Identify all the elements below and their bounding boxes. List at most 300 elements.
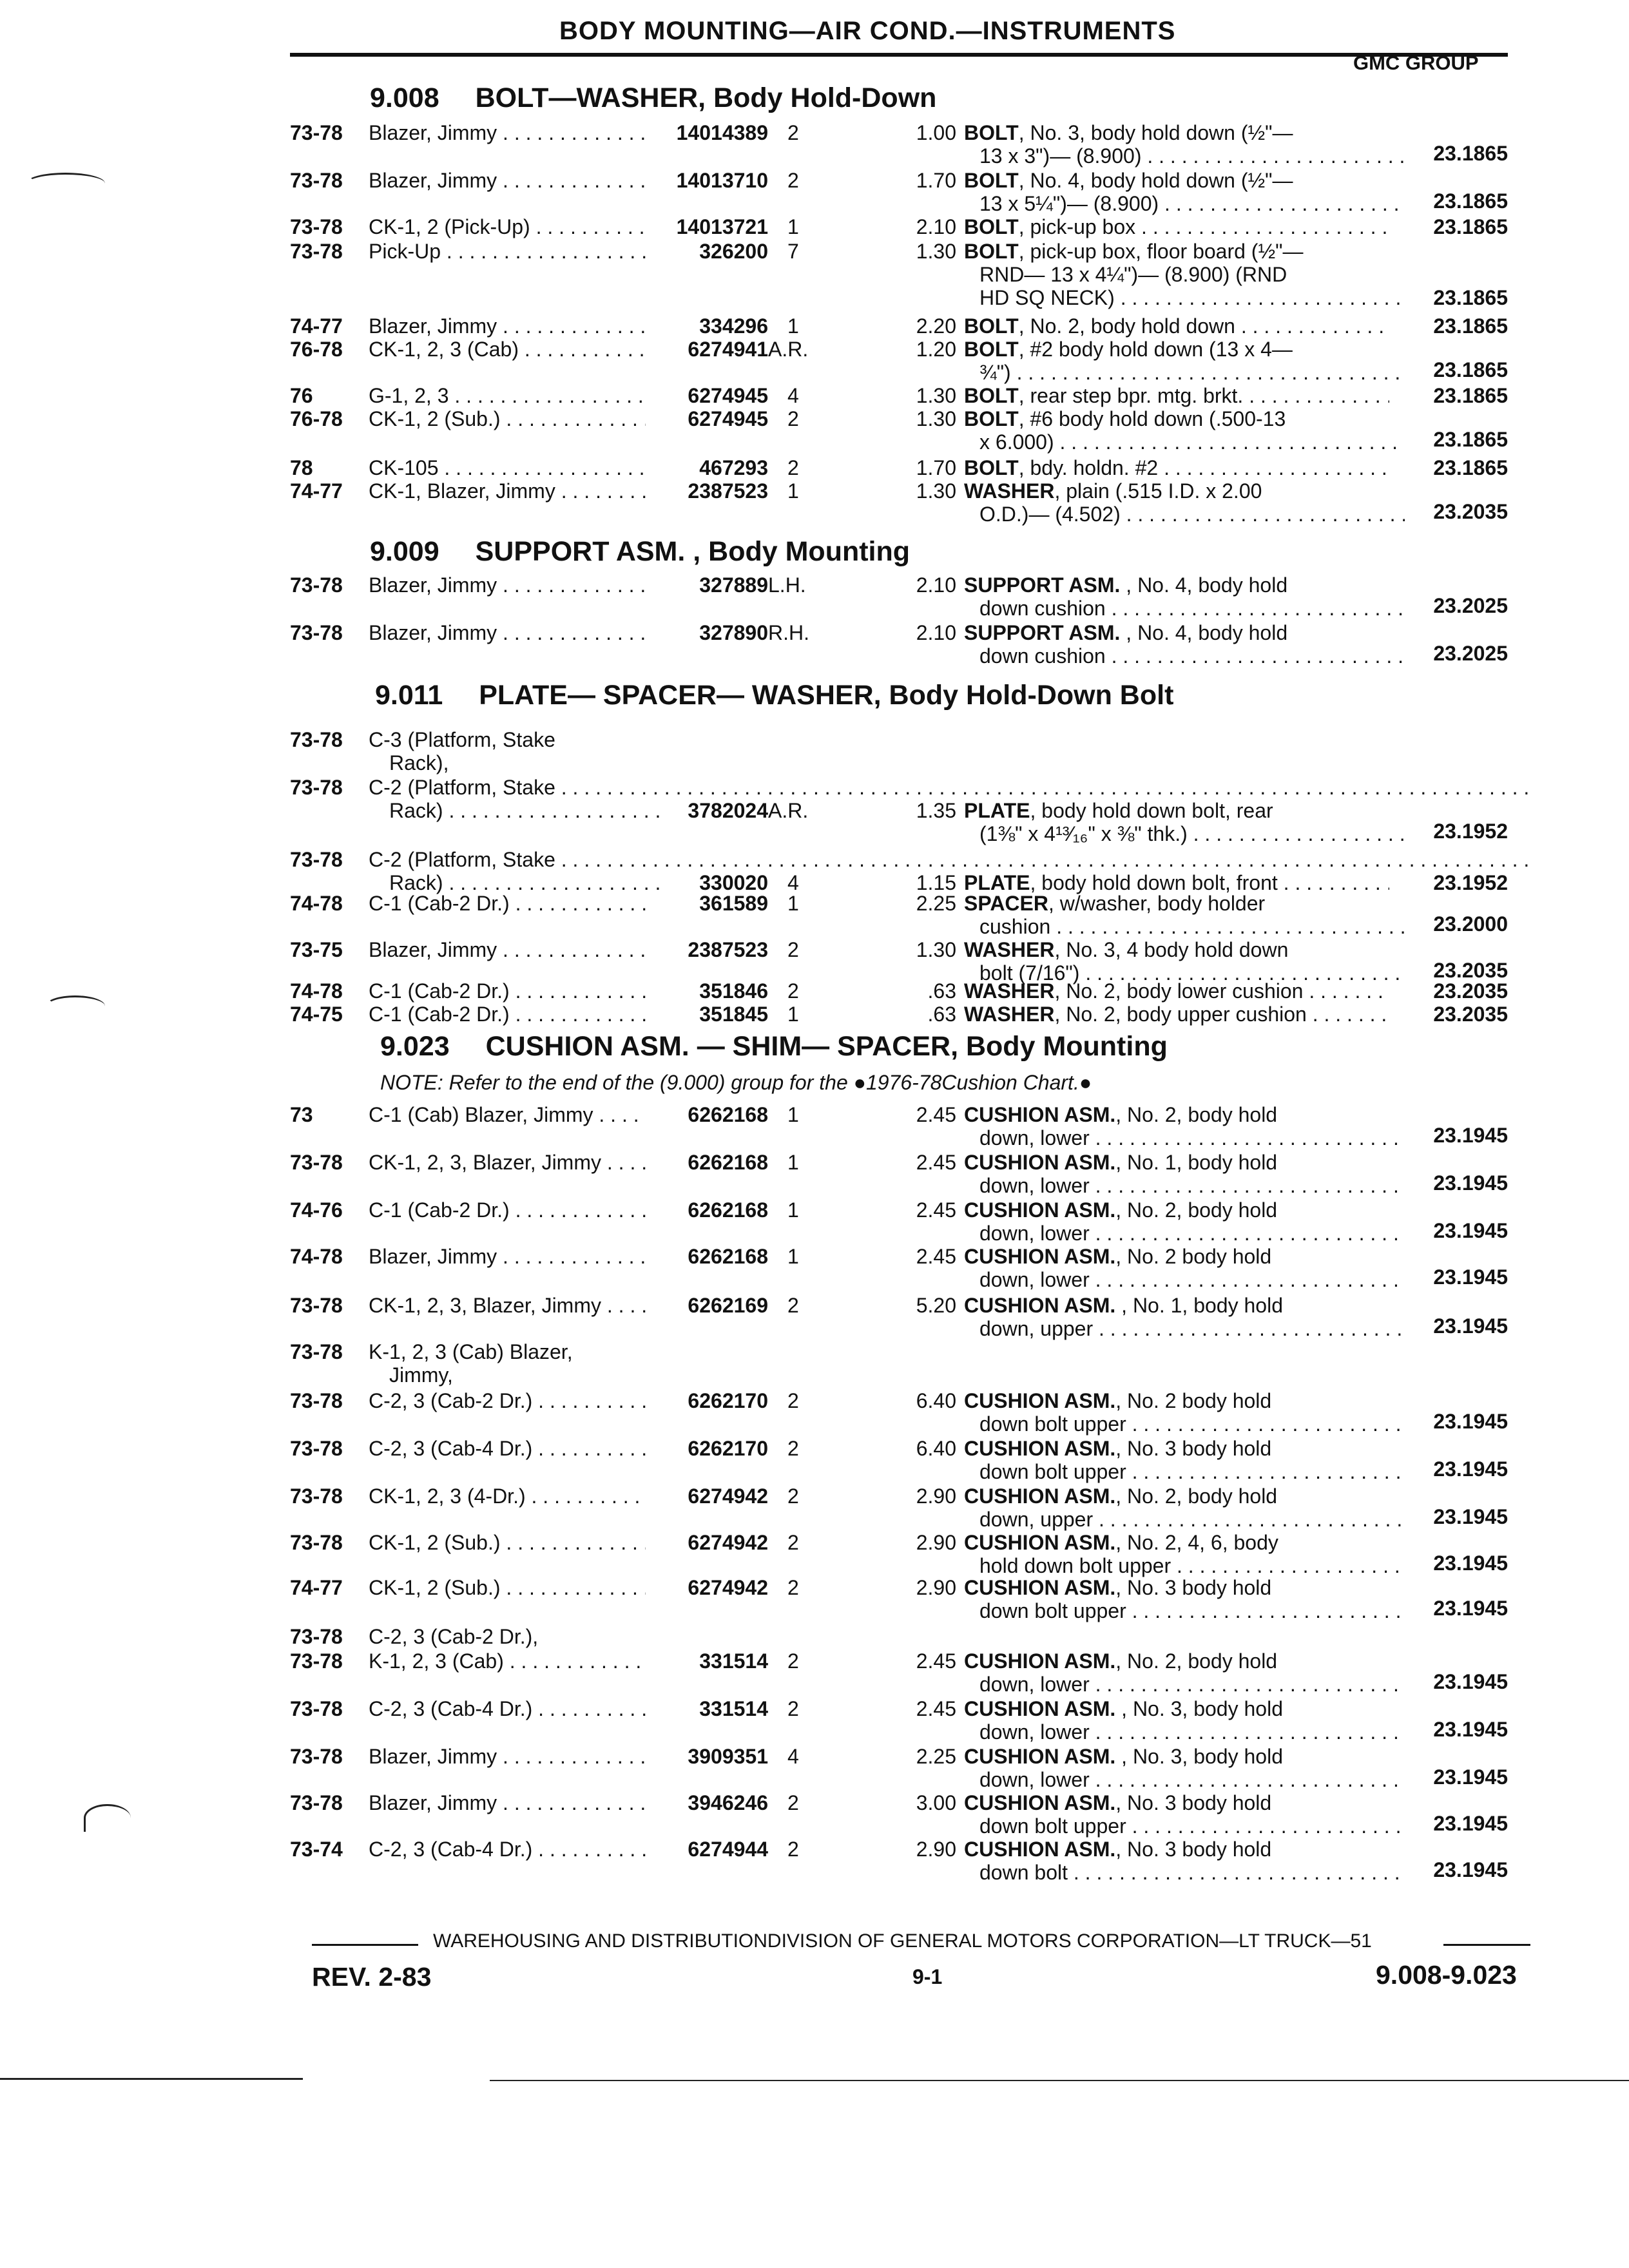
part-number: 361589 (699, 892, 768, 915)
quantity: 1 (787, 1245, 799, 1268)
quantity: 2 (787, 1838, 799, 1861)
description (964, 1151, 1389, 1174)
item-detail: , #6 body hold down (.500-13 (1018, 407, 1286, 430)
footer-rule-right (1443, 1944, 1530, 1946)
part-number: 330020 (699, 871, 768, 894)
item-name: CUSHION ASM. (964, 1103, 1116, 1126)
reference-number: 23.1945 (1433, 1718, 1508, 1741)
quantity: 2 (787, 938, 799, 961)
part-number: 6274941 (688, 338, 768, 361)
item-name: CUSHION ASM. (964, 1791, 1116, 1814)
part-number: 3946246 (688, 1791, 768, 1814)
year-range: 73-78 (290, 573, 343, 597)
description-cont: ¾") . . . (979, 361, 1405, 384)
year-range: 73-78 (290, 1531, 343, 1554)
year-range: 76 (290, 384, 313, 407)
year-range: 74-77 (290, 479, 343, 503)
description (964, 1838, 1389, 1861)
page-number: 9-1 (912, 1965, 943, 1988)
price: 2.45 (916, 1198, 956, 1222)
application-cont: Rack), (389, 751, 449, 774)
item-detail: , No. 3 body hold (1115, 1838, 1272, 1861)
quantity: R.H. (768, 621, 809, 644)
price: 1.30 (916, 479, 956, 503)
description (964, 938, 1389, 961)
part-number: 3782024 (688, 799, 768, 822)
reference-number: 23.1945 (1433, 1219, 1508, 1242)
item-detail: , bdy. holdn. #2 (1018, 456, 1159, 479)
application: C-1 (Cab) Blazer, Jimmy . . . . (369, 1103, 646, 1126)
section-number: 9.023 (380, 1031, 450, 1062)
description-cont: x 6.000) . . . (979, 430, 1405, 454)
part-number: 6262168 (688, 1198, 768, 1222)
application: C-1 (Cab-2 Dr.) . . . (369, 979, 646, 1003)
price: 2.10 (916, 215, 956, 238)
item-name: BOLT (964, 240, 1019, 263)
application: Blazer, Jimmy . . . (369, 314, 646, 338)
page-title: BODY MOUNTING—AIR COND.—INSTRUMENTS (559, 17, 1176, 45)
part-number: 467293 (699, 456, 768, 479)
part-number: 6262169 (688, 1294, 768, 1317)
item-name: CUSHION ASM. (964, 1649, 1116, 1673)
part-number: 6262168 (688, 1151, 768, 1174)
description-cont: down bolt upper . . . (979, 1599, 1405, 1622)
quantity: 2 (787, 1649, 799, 1673)
quantity: 2 (787, 1576, 799, 1599)
part-number: 6262170 (688, 1389, 768, 1412)
quantity: 2 (787, 979, 799, 1003)
description-cont: HD SQ NECK) . . . (979, 286, 1405, 309)
part-number: 2387523 (688, 938, 768, 961)
description (964, 1003, 1389, 1026)
quantity: 2 (787, 1791, 799, 1814)
reference-number: 23.1865 (1433, 428, 1508, 451)
reference-number: 23.1945 (1433, 1265, 1508, 1289)
price: 2.45 (916, 1245, 956, 1268)
item-name: CUSHION ASM. (964, 1245, 1116, 1268)
application: CK-1, Blazer, Jimmy . . . (369, 479, 646, 503)
year-range: 73-74 (290, 1838, 343, 1861)
group-label: GMC GROUP (1353, 52, 1479, 74)
price: 1.00 (916, 121, 956, 144)
item-detail: , No. 4, body hold down (½"— (1018, 169, 1293, 192)
scan-mark (84, 1804, 131, 1832)
description (964, 1198, 1389, 1222)
item-detail: , No. 2, body hold down (1018, 314, 1235, 338)
quantity: 2 (787, 1437, 799, 1460)
item-detail: , No. 2, 4, 6, body (1115, 1531, 1278, 1554)
price: 1.30 (916, 407, 956, 430)
item-name: PLATE (964, 871, 1030, 894)
part-number: 351846 (699, 979, 768, 1003)
section-title: PLATE— SPACER— WASHER, Body Hold-Down Bolt (479, 680, 1174, 711)
application: Blazer, Jimmy . . . (369, 573, 646, 597)
application: C-2, 3 (Cab-4 Dr.) . . . (369, 1437, 646, 1460)
part-number: 14013710 (676, 169, 768, 192)
application: C-1 (Cab-2 Dr.) . . . (369, 1198, 646, 1222)
item-name: BOLT (964, 456, 1019, 479)
price: 1.35 (916, 799, 956, 822)
application: CK-1, 2 (Sub.) . . . (369, 1531, 646, 1554)
item-name: WASHER (964, 979, 1055, 1003)
year-range: 73-75 (290, 938, 343, 961)
revision-label: REV. 2-83 (312, 1962, 432, 1992)
description (964, 1576, 1389, 1599)
part-number: 6274944 (688, 1838, 768, 1861)
item-detail: , No. 2, body hold (1115, 1103, 1278, 1126)
section-heading (370, 536, 910, 568)
application: Blazer, Jimmy . . . (369, 1745, 646, 1768)
quantity: 4 (787, 871, 799, 894)
part-number: 331514 (699, 1649, 768, 1673)
reference-number: 23.1865 (1433, 456, 1508, 479)
quantity: 7 (787, 240, 799, 263)
year-range: 73-78 (290, 1340, 343, 1363)
year-range: 73-78 (290, 240, 343, 263)
description-cont: 13 x 5¼")— (8.900) . . . (979, 192, 1405, 215)
section-range: 9.008-9.023 (1376, 1960, 1517, 1990)
description-cont: down, lower . . . (979, 1174, 1405, 1197)
year-range: 74-76 (290, 1198, 343, 1222)
year-range: 73-78 (290, 1649, 343, 1673)
year-range: 73-78 (290, 776, 343, 799)
application: C-2, 3 (Cab-4 Dr.) . . . (369, 1838, 646, 1861)
description-cont: down, lower . . . (979, 1126, 1405, 1149)
quantity: 2 (787, 121, 799, 144)
description (964, 1745, 1389, 1768)
price: .63 (927, 1003, 956, 1026)
application: CK-1, 2, 3 (Cab) . . . (369, 338, 646, 361)
quantity: 2 (787, 1485, 799, 1508)
item-detail: , No. 2, body hold (1115, 1649, 1278, 1673)
year-range: 78 (290, 456, 313, 479)
year-range: 73-78 (290, 728, 343, 751)
footer-text: WAREHOUSING AND DISTRIBUTIONDIVISION OF GENERAL MOTORS CORPORATION—LT TRUCK—51 (433, 1930, 1372, 1952)
application: Pick-Up . . . (369, 240, 646, 263)
item-detail: , No. 4, body hold (1120, 621, 1288, 644)
item-name: CUSHION ASM. (964, 1697, 1116, 1720)
application-cont: Jimmy, (389, 1363, 453, 1387)
part-number: 351845 (699, 1003, 768, 1026)
reference-number: 23.1945 (1433, 1597, 1508, 1620)
item-detail: , No. 1, body hold (1115, 1151, 1278, 1174)
description (964, 892, 1389, 915)
reference-number: 23.1865 (1433, 286, 1508, 309)
price: 1.70 (916, 169, 956, 192)
quantity: 1 (787, 215, 799, 238)
item-name: CUSHION ASM. (964, 1151, 1116, 1174)
year-range: 74-77 (290, 314, 343, 338)
year-range: 73-78 (290, 1437, 343, 1460)
description-cont: down bolt upper . . . (979, 1412, 1405, 1436)
year-range: 73-78 (290, 1485, 343, 1508)
description-cont: cushion . . . (979, 915, 1405, 938)
header-rule (290, 53, 1508, 57)
part-number: 6262168 (688, 1103, 768, 1126)
application: CK-1, 2 (Sub.) . . . (369, 407, 646, 430)
description (964, 573, 1389, 597)
item-detail: , No. 3, 4 body hold down (1054, 938, 1289, 961)
section-title: CUSHION ASM. — SHIM— SPACER, Body Mounting (485, 1031, 1168, 1062)
reference-number: 23.1865 (1433, 215, 1508, 238)
reference-number: 23.2000 (1433, 912, 1508, 936)
item-name: SUPPORT ASM. (964, 573, 1121, 597)
description-cont: down cushion . . . (979, 644, 1405, 668)
footer-rule-left (312, 1944, 418, 1946)
description-cont: down, lower . . . (979, 1673, 1405, 1696)
item-detail: , No. 1, body hold (1115, 1294, 1283, 1317)
section-number: 9.008 (370, 82, 439, 113)
reference-number: 23.1945 (1433, 1314, 1508, 1338)
item-name: BOLT (964, 338, 1019, 361)
item-name: CUSHION ASM. (964, 1838, 1116, 1861)
part-number: 6274942 (688, 1576, 768, 1599)
item-name: WASHER (964, 1003, 1055, 1026)
part-number: 6274945 (688, 384, 768, 407)
application: CK-1, 2, 3, Blazer, Jimmy . . . (369, 1151, 646, 1174)
year-range: 73-78 (290, 1791, 343, 1814)
application: Blazer, Jimmy . . . (369, 938, 646, 961)
quantity: 1 (787, 479, 799, 503)
description-cont: down, lower . . . (979, 1268, 1405, 1291)
price: 2.10 (916, 573, 956, 597)
application: C-1 (Cab-2 Dr.) . . . (369, 892, 646, 915)
application: CK-1, 2 (Pick-Up) . . . (369, 215, 646, 238)
scan-line (0, 2078, 303, 2080)
year-range: 74-77 (290, 1576, 343, 1599)
item-name: BOLT (964, 169, 1019, 192)
description (964, 1294, 1389, 1317)
part-number: 3909351 (688, 1745, 768, 1768)
year-range: 73-78 (290, 848, 343, 871)
part-number: 2387523 (688, 479, 768, 503)
description (964, 1437, 1389, 1460)
item-detail: , No. 3, body hold down (½"— (1018, 121, 1293, 144)
application: CK-1, 2, 3 (4-Dr.) . . . (369, 1485, 646, 1508)
part-number: 334296 (699, 314, 768, 338)
item-detail: , pick-up box (1018, 215, 1136, 238)
reference-number: 23.1865 (1433, 358, 1508, 381)
description (964, 407, 1389, 430)
quantity: 2 (787, 1294, 799, 1317)
item-name: CUSHION ASM. (964, 1485, 1116, 1508)
reference-number: 23.1865 (1433, 314, 1508, 338)
part-number: 327890 (699, 621, 768, 644)
quantity: 4 (787, 384, 799, 407)
application: C-2, 3 (Cab-2 Dr.) . . . (369, 1389, 646, 1412)
year-range: 74-75 (290, 1003, 343, 1026)
description-cont: down bolt upper . . . (979, 1814, 1405, 1838)
price: 2.45 (916, 1103, 956, 1126)
part-number: 331514 (699, 1697, 768, 1720)
item-name: CUSHION ASM. (964, 1198, 1116, 1222)
description (964, 1791, 1389, 1814)
part-number: 327889 (699, 573, 768, 597)
quantity: 2 (787, 1389, 799, 1412)
quantity: 1 (787, 1151, 799, 1174)
item-detail: , No. 2, body lower cushion (1054, 979, 1304, 1003)
part-number: 14014389 (676, 121, 768, 144)
quantity: 1 (787, 314, 799, 338)
item-name: BOLT (964, 407, 1019, 430)
price: 2.45 (916, 1649, 956, 1673)
application: K-1, 2, 3 (Cab) . . . (369, 1649, 646, 1673)
item-detail: , No. 3 body hold (1115, 1791, 1272, 1814)
reference-number: 23.2035 (1433, 500, 1508, 523)
price: 6.40 (916, 1389, 956, 1412)
price: 2.90 (916, 1576, 956, 1599)
application: C-2, 3 (Cab-4 Dr.) . . . (369, 1697, 646, 1720)
part-number: 326200 (699, 240, 768, 263)
item-detail: , body hold down bolt, front (1030, 871, 1278, 894)
section-heading (380, 1031, 1168, 1062)
application: Blazer, Jimmy . . . (369, 169, 646, 192)
item-name: BOLT (964, 384, 1019, 407)
application: C-1 (Cab-2 Dr.) . . . (369, 1003, 646, 1026)
year-range: 73-78 (290, 169, 343, 192)
reference-number: 23.1945 (1433, 1171, 1508, 1195)
price: 2.90 (916, 1838, 956, 1861)
part-number: 6274945 (688, 407, 768, 430)
description (964, 1245, 1389, 1268)
application: Blazer, Jimmy . . . (369, 121, 646, 144)
description (964, 121, 1389, 144)
item-detail: , w/washer, body holder (1048, 892, 1266, 915)
description-cont: 13 x 3")— (8.900) . . . (979, 144, 1405, 168)
quantity: 1 (787, 892, 799, 915)
application: C-2 (Platform, Stake . . . (369, 848, 659, 871)
application-cont: Rack) . . . (389, 799, 666, 822)
description (964, 169, 1389, 192)
section-heading (375, 680, 1173, 711)
reference-number: 23.1945 (1433, 1410, 1508, 1433)
part-number: 6274942 (688, 1485, 768, 1508)
price: 1.20 (916, 338, 956, 361)
application: C-2 (Platform, Stake . . . (369, 776, 659, 799)
reference-number: 23.1952 (1433, 871, 1508, 894)
reference-number: 23.1945 (1433, 1552, 1508, 1575)
quantity: 2 (787, 456, 799, 479)
item-detail: , No. 2, body upper cushion (1054, 1003, 1307, 1026)
reference-number: 23.2025 (1433, 642, 1508, 665)
reference-number: 23.1945 (1433, 1457, 1508, 1481)
price: 3.00 (916, 1791, 956, 1814)
quantity: A.R. (768, 799, 809, 822)
description (964, 871, 1389, 894)
item-detail: , pick-up box, floor board (½"— (1018, 240, 1304, 263)
application: G-1, 2, 3 . . . (369, 384, 646, 407)
price: 1.15 (916, 871, 956, 894)
item-name: SPACER (964, 892, 1048, 915)
year-range: 73-78 (290, 215, 343, 238)
item-name: CUSHION ASM. (964, 1745, 1116, 1768)
price: 6.40 (916, 1437, 956, 1460)
scan-mark (45, 995, 105, 1017)
application: Blazer, Jimmy . . . (369, 1791, 646, 1814)
reference-number: 23.1945 (1433, 1812, 1508, 1835)
description-cont: down cushion . . . (979, 597, 1405, 620)
price: 2.90 (916, 1531, 956, 1554)
quantity: 2 (787, 1531, 799, 1554)
price: 2.25 (916, 1745, 956, 1768)
year-range: 73-78 (290, 1151, 343, 1174)
quantity: 2 (787, 407, 799, 430)
description (964, 799, 1389, 822)
description (964, 479, 1389, 503)
item-name: WASHER (964, 479, 1055, 503)
section-title: BOLT—WASHER, Body Hold-Down (475, 82, 937, 113)
reference-number: 23.1865 (1433, 142, 1508, 165)
description-cont: down, upper . . . (979, 1317, 1405, 1340)
application: Blazer, Jimmy . . . (369, 621, 646, 644)
application: Blazer, Jimmy . . . (369, 1245, 646, 1268)
price: 2.10 (916, 621, 956, 644)
item-detail: , No. 3, body hold (1115, 1745, 1283, 1768)
year-range: 73-78 (290, 1697, 343, 1720)
section-number: 9.009 (370, 536, 439, 567)
item-detail: , No. 2 body hold (1115, 1245, 1272, 1268)
reference-number: 23.1865 (1433, 189, 1508, 213)
part-number: 6262168 (688, 1245, 768, 1268)
year-range: 74-78 (290, 1245, 343, 1268)
reference-number: 23.1865 (1433, 384, 1508, 407)
year-range: 73-78 (290, 1625, 343, 1648)
description-cont: down bolt . . . (979, 1861, 1405, 1884)
item-name: CUSHION ASM. (964, 1294, 1116, 1317)
section-title: SUPPORT ASM. , Body Mounting (475, 536, 911, 567)
item-detail: , No. 3, body hold (1115, 1697, 1283, 1720)
year-range: 76-78 (290, 338, 343, 361)
description-cont: down, upper . . . (979, 1508, 1405, 1531)
description (964, 384, 1389, 407)
year-range: 76-78 (290, 407, 343, 430)
description (964, 338, 1389, 361)
item-detail: , plain (.515 I.D. x 2.00 (1054, 479, 1262, 503)
scan-mark (26, 173, 105, 194)
year-range: 73-78 (290, 1389, 343, 1412)
price: 1.70 (916, 456, 956, 479)
quantity: 2 (787, 1697, 799, 1720)
item-detail: , No. 2, body hold (1115, 1198, 1278, 1222)
description-cont: down, lower . . . (979, 1768, 1405, 1791)
item-name: CUSHION ASM. (964, 1531, 1116, 1554)
item-detail: , No. 2, body hold (1115, 1485, 1278, 1508)
reference-number: 23.2035 (1433, 959, 1508, 982)
item-detail: , No. 4, body hold (1120, 573, 1288, 597)
year-range: 73-78 (290, 1745, 343, 1768)
description-cont: bolt (7/16") . . . (979, 961, 1405, 985)
price: 1.30 (916, 240, 956, 263)
description (964, 1103, 1389, 1126)
section-number: 9.011 (375, 680, 443, 711)
item-detail: , No. 2 body hold (1115, 1389, 1272, 1412)
price: 2.90 (916, 1485, 956, 1508)
application-cont: Rack) . . . (389, 871, 666, 894)
application: CK-105 . . . (369, 456, 646, 479)
item-name: CUSHION ASM. (964, 1437, 1116, 1460)
description (964, 1531, 1389, 1554)
quantity: L.H. (768, 573, 806, 597)
year-range: 73-78 (290, 621, 343, 644)
application: C-2, 3 (Cab-2 Dr.), (369, 1625, 539, 1648)
description (964, 456, 1389, 479)
price: 2.25 (916, 892, 956, 915)
quantity: 2 (787, 169, 799, 192)
description-cont: RND— 13 x 4¼")— (8.900) (RND (979, 263, 1287, 286)
part-number: 6262170 (688, 1437, 768, 1460)
description (964, 314, 1389, 338)
description (964, 215, 1389, 238)
